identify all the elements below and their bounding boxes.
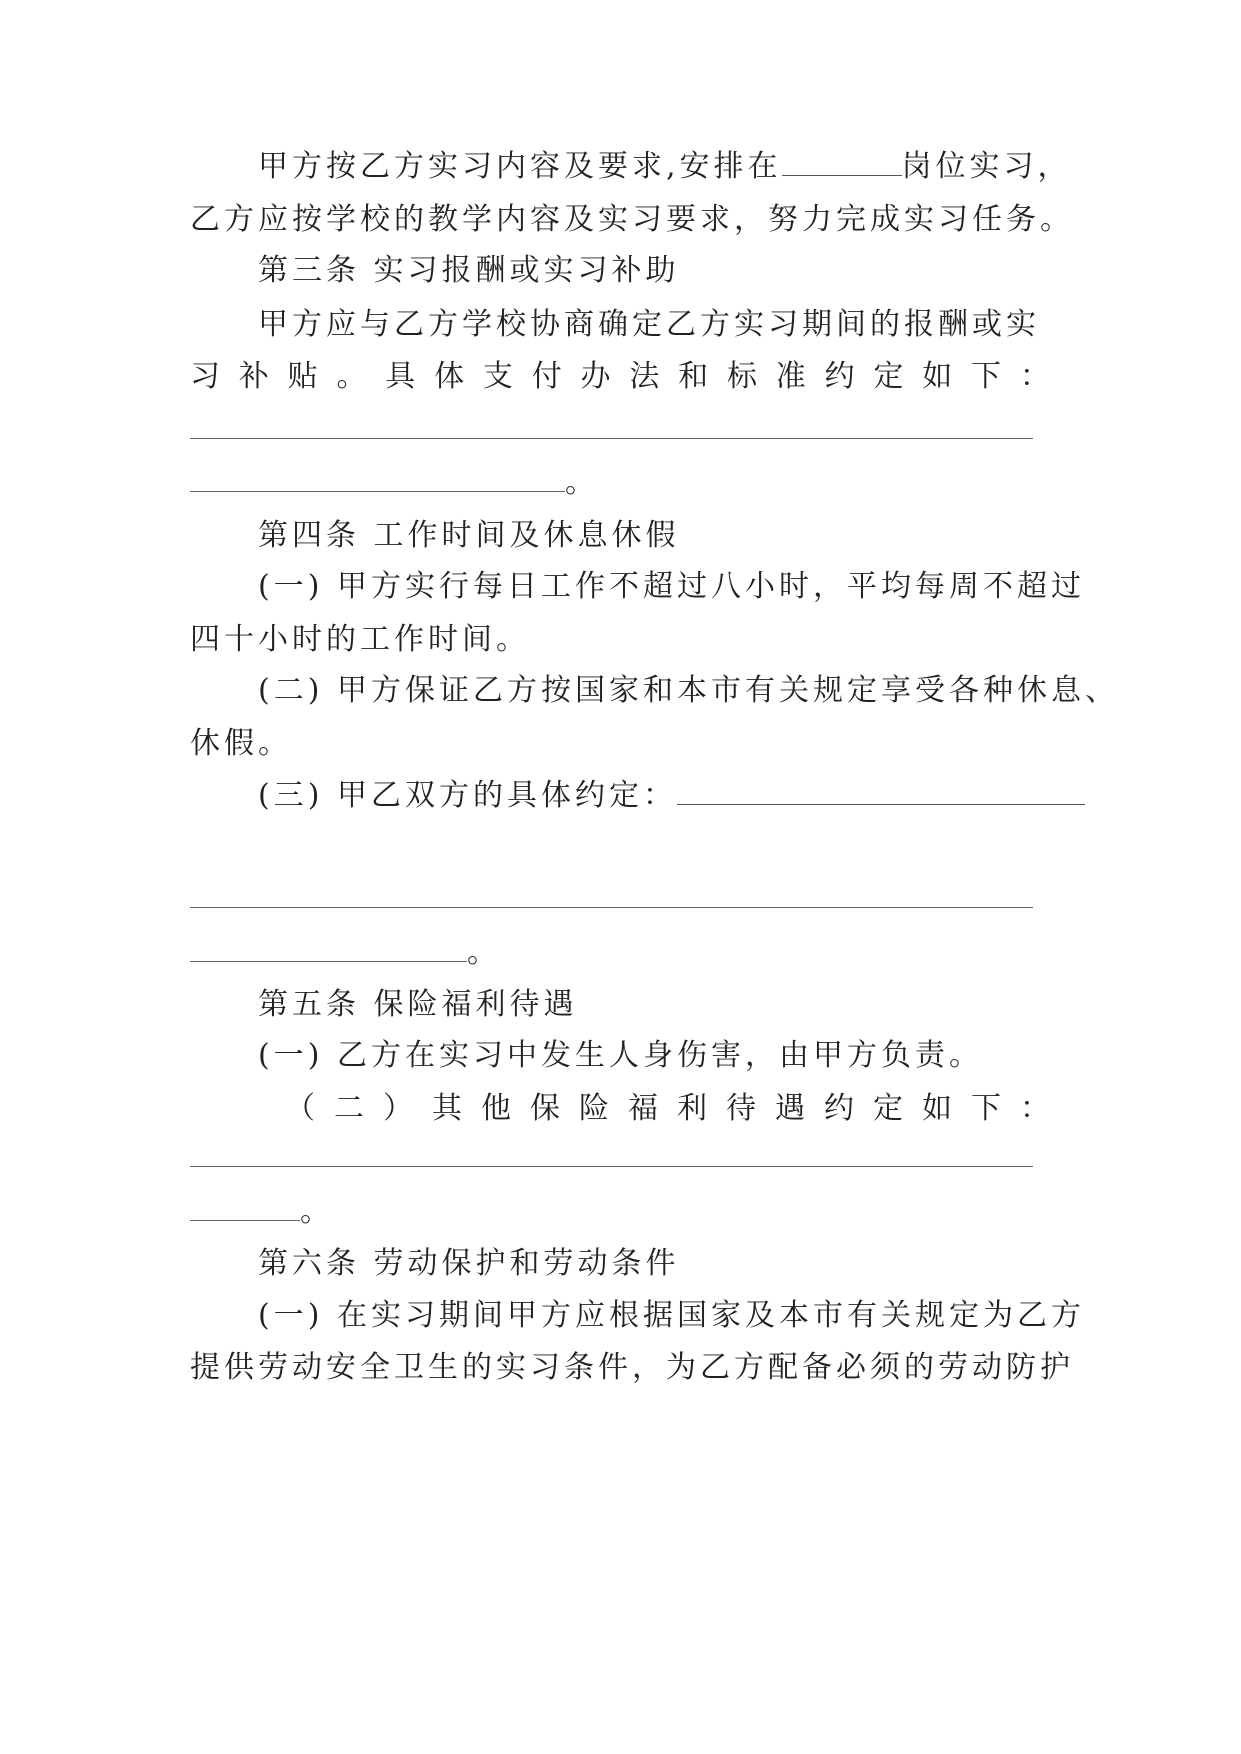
spread-char: （ bbox=[285, 1091, 315, 1126]
spread-char: 福 bbox=[628, 1091, 658, 1126]
fill-in-rule[interactable] bbox=[190, 935, 467, 962]
paragraph-line: (一) 在实习期间甲方应根据国家及本市有关规定为乙方 bbox=[258, 1298, 1085, 1333]
fill-in-rule[interactable] bbox=[190, 1166, 1033, 1167]
spread-char: 付 bbox=[531, 359, 562, 394]
spread-char: 办 bbox=[580, 359, 611, 394]
blank-line-end bbox=[190, 463, 1050, 503]
period: 。 bbox=[565, 465, 599, 500]
spread-char: 约 bbox=[824, 1091, 854, 1126]
spread-char: 遇 bbox=[775, 1091, 805, 1126]
blank-line-end bbox=[190, 933, 1050, 973]
paragraph-line: 乙方应按学校的教学内容及实习要求，努力完成实习任务。 bbox=[190, 202, 1074, 237]
spread-char: 标 bbox=[726, 359, 757, 394]
text-segment: 甲方按乙方实习内容及要求,安排在 bbox=[258, 149, 782, 184]
spread-char: 具 bbox=[385, 359, 416, 394]
spread-char: 约 bbox=[824, 359, 855, 394]
spread-char: 下 bbox=[971, 1091, 1001, 1126]
article-3-title: 第三条 实习报酬或实习补助 bbox=[258, 253, 680, 288]
spread-char: ： bbox=[1020, 1091, 1050, 1126]
spread-char: 支 bbox=[482, 359, 513, 394]
blank-line-end bbox=[190, 1192, 1050, 1232]
spread-char: 定 bbox=[873, 359, 904, 394]
fill-in-rule[interactable] bbox=[190, 1194, 300, 1221]
fill-in-rule[interactable] bbox=[190, 907, 1033, 908]
spread-char: 利 bbox=[677, 1091, 707, 1126]
text-segment: 岗位实习， bbox=[901, 149, 1072, 184]
spread-char: 二 bbox=[334, 1091, 364, 1126]
spread-char: 险 bbox=[579, 1091, 609, 1126]
paragraph-line: (二) 甲方保证乙方按国家和本市有关规定享受各种休息、 bbox=[258, 673, 1119, 708]
spread-char: 下 bbox=[971, 359, 1001, 394]
paragraph-line bbox=[258, 776, 1118, 816]
text-segment: (三) 甲乙双方的具体约定： bbox=[258, 778, 677, 813]
spread-char: 习 bbox=[190, 359, 220, 394]
paragraph-line: 甲方应与乙方学校协商确定乙方实习期间的报酬或实 bbox=[258, 307, 1040, 342]
article-4-title: 第四条 工作时间及休息休假 bbox=[258, 518, 680, 553]
spread-char: 待 bbox=[726, 1091, 756, 1126]
spread-char: ） bbox=[383, 1091, 413, 1126]
spread-char: 。 bbox=[336, 359, 367, 394]
fill-in-rule[interactable] bbox=[190, 465, 565, 492]
spread-char: 定 bbox=[873, 1091, 903, 1126]
justified-line bbox=[190, 357, 1050, 397]
spread-char: 如 bbox=[922, 1091, 952, 1126]
article-6-title: 第六条 劳动保护和劳动条件 bbox=[258, 1246, 680, 1281]
spread-char: 和 bbox=[678, 359, 709, 394]
paragraph-placement bbox=[258, 147, 1118, 187]
spread-char: 补 bbox=[238, 359, 269, 394]
spread-char: 如 bbox=[922, 359, 953, 394]
spread-char: 其 bbox=[432, 1091, 462, 1126]
paragraph-line: 休假。 bbox=[190, 726, 292, 761]
spread-char: 法 bbox=[629, 359, 660, 394]
paragraph-line: 四十小时的工作时间。 bbox=[190, 622, 530, 657]
paragraph-line: (一) 乙方在实习中发生人身伤害，由甲方负责。 bbox=[258, 1038, 983, 1073]
article-5-title: 第五条 保险福利待遇 bbox=[258, 987, 578, 1022]
spread-char: 准 bbox=[775, 359, 806, 394]
justified-line bbox=[285, 1089, 1050, 1129]
period: 。 bbox=[300, 1194, 334, 1229]
fill-in-rule[interactable] bbox=[190, 438, 1033, 439]
fill-in-blank-agreement[interactable] bbox=[677, 776, 1085, 805]
spread-char: 贴 bbox=[287, 359, 318, 394]
spread-char: 保 bbox=[530, 1091, 560, 1126]
fill-in-blank-position[interactable] bbox=[782, 147, 902, 176]
paragraph-line: (一) 甲方实行每日工作不超过八小时，平均每周不超过 bbox=[258, 569, 1085, 604]
spread-char: 体 bbox=[434, 359, 465, 394]
spread-char: ： bbox=[1019, 359, 1050, 394]
period: 。 bbox=[467, 935, 501, 970]
paragraph-line: 提供劳动安全卫生的实习条件，为乙方配备必须的劳动防护 bbox=[190, 1350, 1074, 1385]
spread-char: 他 bbox=[481, 1091, 511, 1126]
